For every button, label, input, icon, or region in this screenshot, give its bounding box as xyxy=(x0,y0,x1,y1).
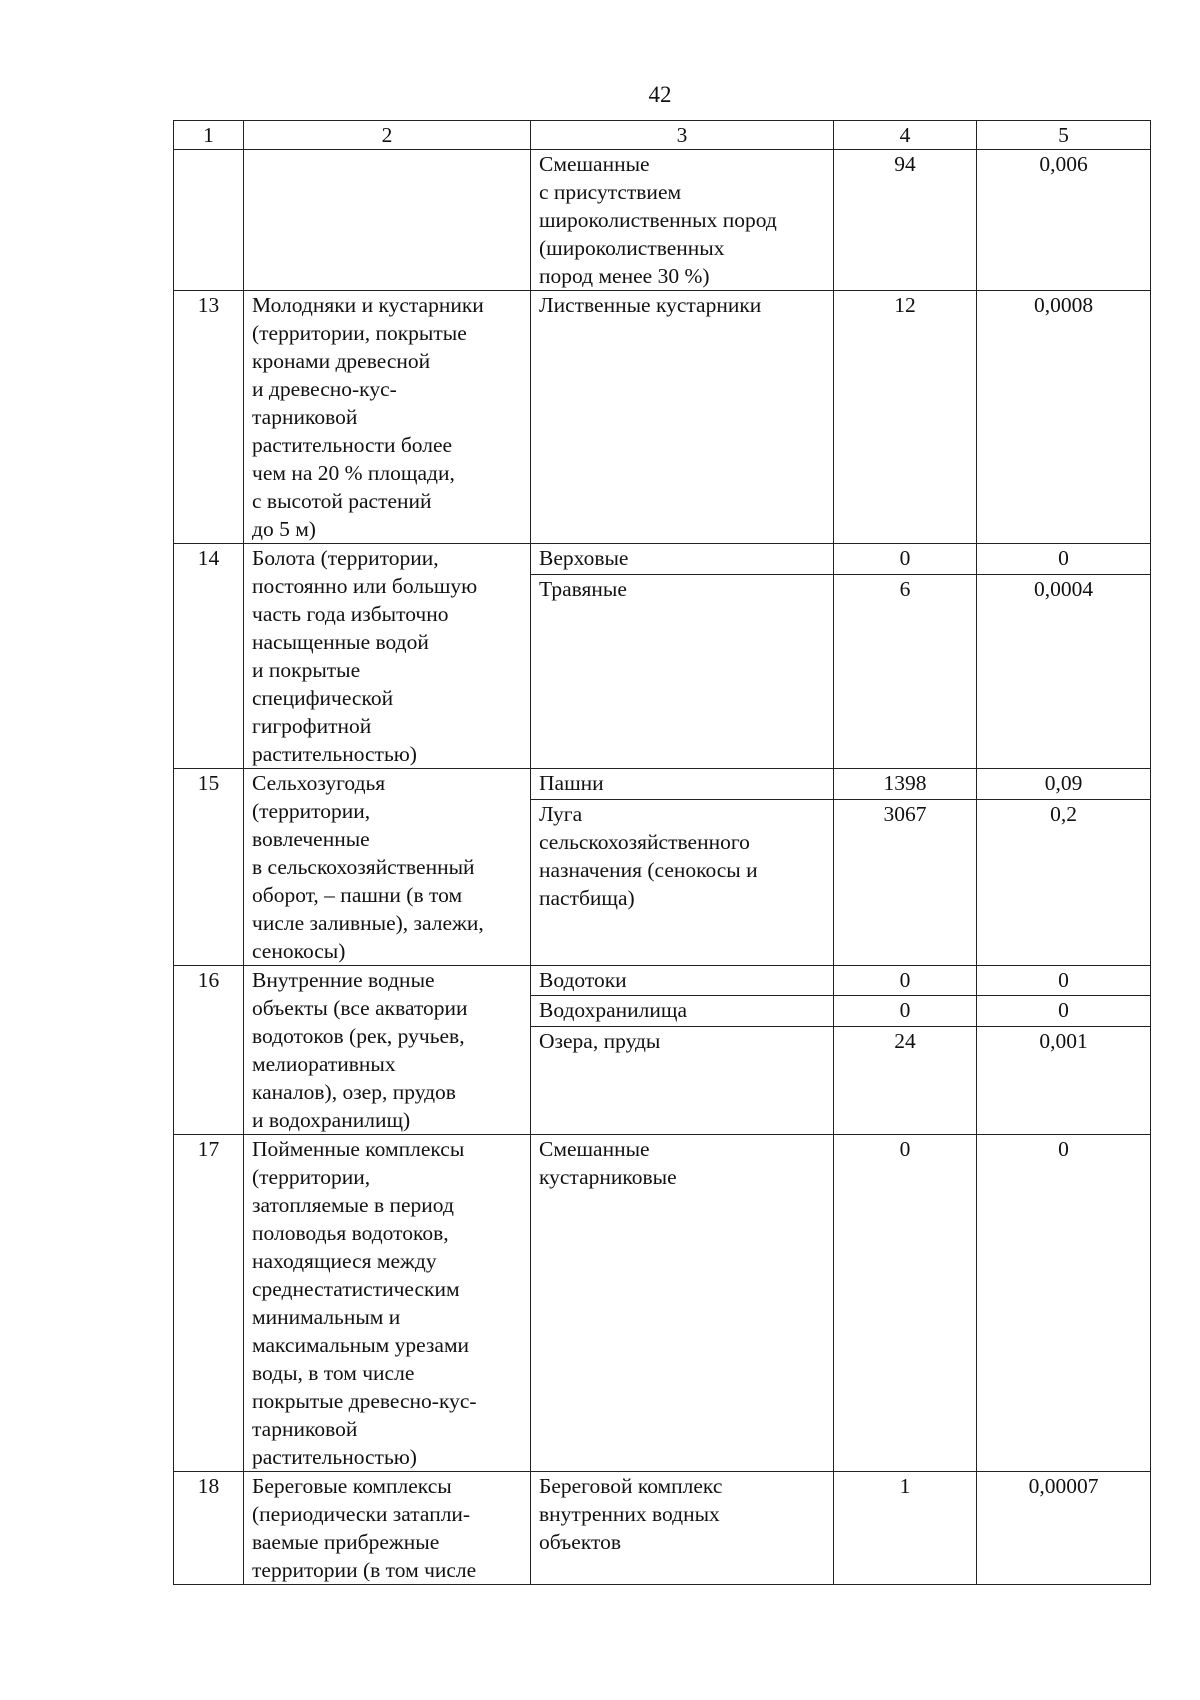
row-number-cell: 14 xyxy=(174,544,244,769)
category-cell xyxy=(244,966,531,1135)
category-line: Пойменные комплексы xyxy=(252,1137,465,1161)
category-line: (территории, xyxy=(252,1165,371,1189)
category-cell xyxy=(244,1135,531,1472)
category-line: и древесно-кус- xyxy=(252,377,397,401)
category-line: воды, в том числе xyxy=(252,1361,415,1385)
type-cell xyxy=(531,150,834,291)
category-cell xyxy=(244,769,531,966)
category-line: специфической xyxy=(252,686,394,710)
share-cell: 0 xyxy=(977,1135,1151,1472)
vegetation-area-table xyxy=(173,120,1151,1585)
category-line: (территории, покрытые xyxy=(252,321,467,345)
area-cell: 12 xyxy=(834,291,977,544)
category-line: затопляемые в период xyxy=(252,1193,454,1217)
share-cell: 0 xyxy=(977,966,1151,996)
category-cell xyxy=(244,150,531,291)
category-line: среднестатистическим xyxy=(252,1277,460,1301)
category-line: водотоков (рек, ручьев, xyxy=(252,1024,465,1048)
category-line: вовлеченные xyxy=(252,827,370,851)
category-line: тарниковой xyxy=(252,1417,358,1441)
type-cell xyxy=(531,799,834,965)
type-line: сельскохозяйственного xyxy=(539,829,750,854)
category-line: гигрофитной xyxy=(252,714,372,738)
share-cell: 0 xyxy=(977,544,1151,575)
category-line: Внутренние водные xyxy=(252,968,435,992)
area-cell: 0 xyxy=(834,966,977,996)
category-line: Молодняки и кустарники xyxy=(252,293,484,317)
type-line: Водохранилища xyxy=(539,998,688,1023)
category-line: ваемые прибрежные xyxy=(252,1530,440,1554)
share-cell: 0,09 xyxy=(977,769,1151,800)
category-line: мелиоративных xyxy=(252,1052,396,1076)
header-cell: 2 xyxy=(244,121,531,150)
area-cell: 0 xyxy=(834,1135,977,1472)
page-number: 42 xyxy=(648,82,672,107)
header-cell: 4 xyxy=(834,121,977,150)
type-line: объектов xyxy=(539,1530,621,1554)
category-line: растительностью) xyxy=(252,1445,417,1469)
row-number-cell: 18 xyxy=(174,1472,244,1585)
table-row xyxy=(174,966,1151,996)
type-line: кустарниковые xyxy=(539,1165,677,1189)
type-cell xyxy=(531,291,834,544)
area-cell: 0 xyxy=(834,544,977,575)
type-line: Пашни xyxy=(539,771,604,795)
category-line: числе заливные), залежи, xyxy=(252,911,484,935)
category-line: в сельскохозяйственный xyxy=(252,855,475,879)
area-cell: 94 xyxy=(834,150,977,291)
type-line: с присутствием xyxy=(539,180,682,204)
type-line: Луга xyxy=(539,801,583,826)
type-cell xyxy=(531,996,834,1026)
type-cell xyxy=(531,1135,834,1472)
share-cell: 0,0004 xyxy=(977,574,1151,768)
category-line: сенокосы) xyxy=(252,939,346,963)
type-line: пастбища) xyxy=(539,885,635,910)
area-cell: 3067 xyxy=(834,799,977,965)
category-line: чем на 20 % площади, xyxy=(252,461,455,485)
type-line: Лиственные кустарники xyxy=(539,293,762,317)
share-cell: 0,006 xyxy=(977,150,1151,291)
share-cell: 0,0008 xyxy=(977,291,1151,544)
category-line: кронами древесной xyxy=(252,349,431,373)
type-cell xyxy=(531,1472,834,1585)
type-line: Смешанные xyxy=(539,152,650,176)
area-cell: 1 xyxy=(834,1472,977,1585)
type-line: (широколиственных xyxy=(539,236,725,260)
category-line: Береговые комплексы xyxy=(252,1474,452,1498)
type-cell xyxy=(531,966,834,996)
category-line: минимальным и xyxy=(252,1305,401,1329)
table-row xyxy=(174,150,1151,291)
category-line: Сельхозугодья xyxy=(252,771,386,795)
type-line: пород менее 30 %) xyxy=(539,264,710,288)
share-cell: 0 xyxy=(977,996,1151,1026)
category-line: (периодически затапли- xyxy=(252,1502,471,1526)
type-line: Береговой комплекс xyxy=(539,1474,723,1498)
category-line: и покрытые xyxy=(252,658,361,682)
category-cell xyxy=(244,291,531,544)
table-row xyxy=(174,1135,1151,1472)
type-line: Травяные xyxy=(539,576,627,601)
category-cell xyxy=(244,544,531,769)
type-line: широколиственных пород xyxy=(539,208,777,232)
share-cell: 0,2 xyxy=(977,799,1151,965)
type-line: внутренних водных xyxy=(539,1502,720,1526)
category-line: покрытые древесно-кус- xyxy=(252,1389,477,1413)
category-line: до 5 м) xyxy=(252,517,316,541)
table-row xyxy=(174,291,1151,544)
header-cell: 1 xyxy=(174,121,244,150)
category-line: с высотой растений xyxy=(252,489,432,513)
row-number-cell xyxy=(174,150,244,291)
category-line: территории (в том числе xyxy=(252,1558,477,1582)
category-line: растительностью) xyxy=(252,742,417,766)
share-cell: 0,00007 xyxy=(977,1472,1151,1585)
category-cell xyxy=(244,1472,531,1585)
table-row xyxy=(174,1472,1151,1585)
area-cell: 6 xyxy=(834,574,977,768)
type-cell xyxy=(531,544,834,575)
header-cell: 3 xyxy=(531,121,834,150)
row-number-cell: 13 xyxy=(174,291,244,544)
type-line: назначения (сенокосы и xyxy=(539,857,758,882)
type-cell xyxy=(531,1026,834,1135)
area-cell: 0 xyxy=(834,996,977,1026)
type-line: Верховые xyxy=(539,546,629,570)
category-line: половодья водотоков, xyxy=(252,1221,449,1245)
type-line: Водотоки xyxy=(539,968,627,992)
header-cell: 5 xyxy=(977,121,1151,150)
category-line: постоянно или большую xyxy=(252,574,478,598)
category-line: и водохранилищ) xyxy=(252,1108,411,1132)
category-line: часть года избыточно xyxy=(252,602,449,626)
category-line: растительности более xyxy=(252,433,453,457)
type-cell xyxy=(531,769,834,800)
category-line: (территории, xyxy=(252,799,371,823)
type-cell xyxy=(531,574,834,768)
category-line: объекты (все акватории xyxy=(252,996,468,1020)
category-line: каналов), озер, прудов xyxy=(252,1080,456,1104)
area-cell: 1398 xyxy=(834,769,977,800)
share-cell: 0,001 xyxy=(977,1026,1151,1135)
row-number-cell: 17 xyxy=(174,1135,244,1472)
row-number-cell: 15 xyxy=(174,769,244,966)
category-line: максимальным урезами xyxy=(252,1333,470,1357)
row-number-cell: 16 xyxy=(174,966,244,1135)
type-line: Озера, пруды xyxy=(539,1028,661,1053)
category-line: тарниковой xyxy=(252,405,358,429)
table-row xyxy=(174,769,1151,800)
category-line: Болота (территории, xyxy=(252,546,439,570)
category-line: находящиеся между xyxy=(252,1249,437,1273)
column-number-row xyxy=(174,121,1151,150)
type-line: Смешанные xyxy=(539,1137,650,1161)
category-line: оборот, – пашни (в том xyxy=(252,883,463,907)
table-row xyxy=(174,544,1151,575)
area-cell: 24 xyxy=(834,1026,977,1135)
category-line: насыщенные водой xyxy=(252,630,429,654)
